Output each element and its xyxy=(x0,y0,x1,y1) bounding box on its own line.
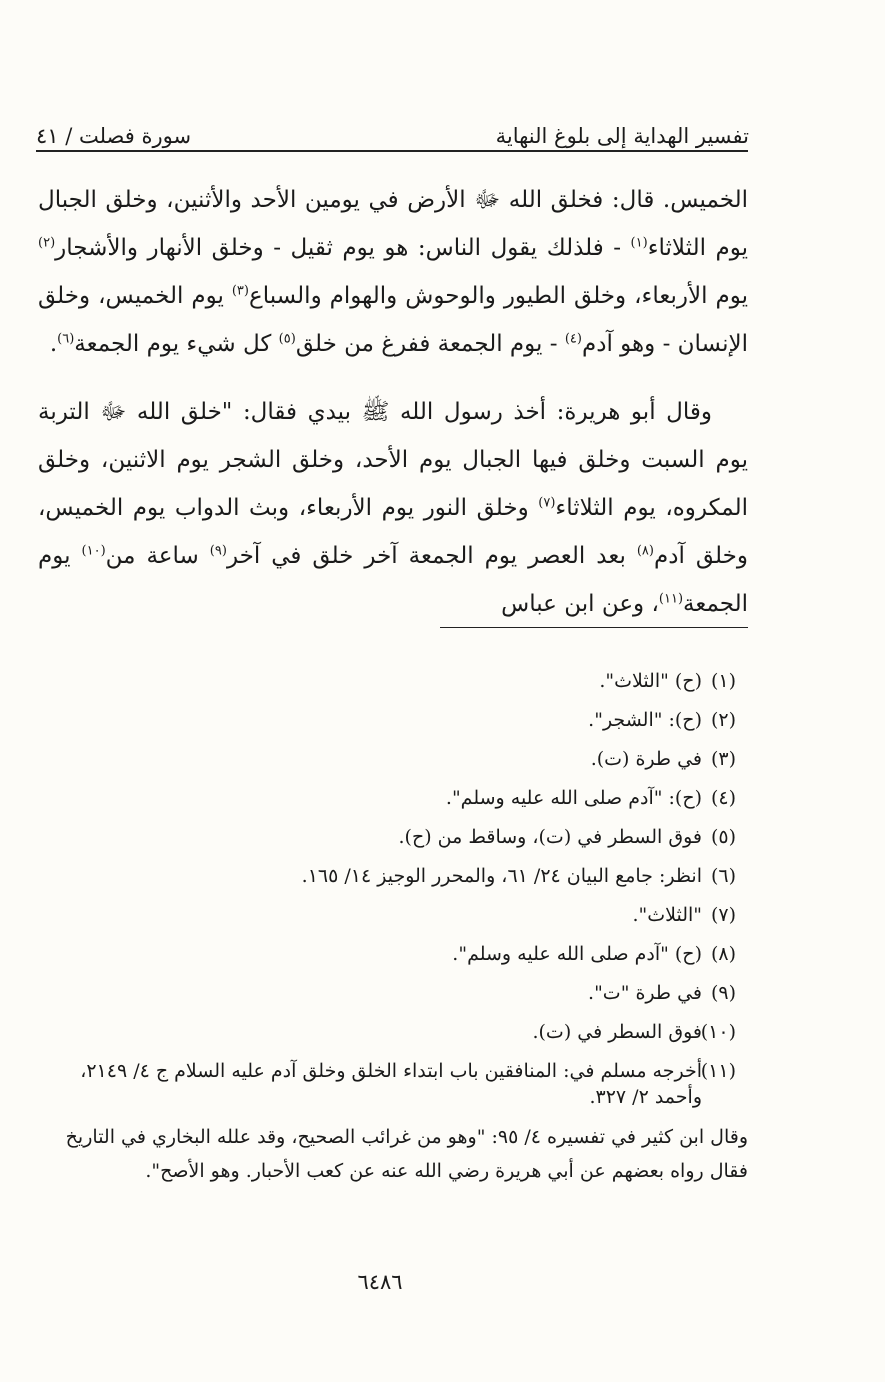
main-text xyxy=(38,176,748,628)
footnote-number: (٦) xyxy=(710,865,736,887)
text-run: ، وعن ابن عباس xyxy=(501,591,659,617)
running-header xyxy=(36,112,749,148)
text-run: وخلق النور يوم الأربعاء، وبث الدواب يوم الخميس، وخلق آدم xyxy=(38,495,748,569)
footnote-text: (ح): "آدم صلى الله عليه وسلم". xyxy=(445,787,702,809)
paragraph-2 xyxy=(38,388,748,628)
footnote-item xyxy=(36,863,748,889)
footnote-number: (١) xyxy=(710,670,736,692)
text-run: وقال أبو هريرة: أخذ رسول الله ﷺ بيدي فقال: "خلق الله ﷻ التربة يوم السبت وخلق فيها الجبال يوم الأحد، وخلق الشجر يوم الاثنين، وخلق المكروه، يوم الثلاثاء xyxy=(38,399,748,521)
footnote-item xyxy=(36,746,748,772)
footnote-marker: (١٠) xyxy=(81,543,106,559)
footnote-marker: (٨) xyxy=(636,543,654,559)
footnote-text: (ح) "آدم صلى الله عليه وسلم". xyxy=(452,943,702,965)
footnote-text: "الثلاث". xyxy=(632,904,702,926)
footnote-item xyxy=(36,824,748,850)
footnote-marker: (٣) xyxy=(231,283,249,299)
footnote-item xyxy=(36,1019,748,1045)
footnote-number: (٨) xyxy=(710,943,736,965)
footnote-item xyxy=(36,941,748,967)
footnote-number: (٧) xyxy=(710,904,736,926)
footnote-marker: (١١) xyxy=(658,591,684,607)
footnote-marker: (٦) xyxy=(57,331,75,347)
footnote-number: (١١) xyxy=(700,1060,736,1082)
surah-label: سورة فصلت / ٤١ xyxy=(36,124,192,148)
footnote-text: (ح): "الشجر". xyxy=(588,709,702,731)
text-run: يوم الخميس، وخلق الإنسان - وهو آدم xyxy=(38,283,748,357)
header-rule xyxy=(36,150,748,152)
text-run: - فلذلك يقول الناس: هو يوم ثقيل - وخلق الأنهار والأشجار xyxy=(55,235,631,261)
footnote-marker: (٩) xyxy=(209,543,227,559)
footnote-item xyxy=(36,785,748,811)
footnote-text: أخرجه مسلم في: المنافقين باب ابتداء الخلق وخلق آدم عليه السلام ج ٤/ ٢١٤٩، وأحمد ٢/ ٣٢٧. xyxy=(80,1060,702,1108)
footnote-item xyxy=(36,980,748,1006)
footnote-continuation-line: فقال رواه بعضهم عن أبي هريرة رضي الله عنه عن كعب الأحبار. وهو الأصح". xyxy=(145,1160,748,1182)
footnote-item xyxy=(36,707,748,733)
text-run: كل شيء يوم الجمعة xyxy=(74,331,279,357)
footnote-text: في طرة "ت". xyxy=(588,982,702,1004)
footnote-number: (٤) xyxy=(710,787,736,809)
footnote-item xyxy=(36,1058,748,1110)
footnote-marker: (١) xyxy=(630,235,648,251)
footnote-number: (٢) xyxy=(710,709,736,731)
text-run: . xyxy=(49,331,58,357)
paragraph-1 xyxy=(38,176,748,368)
footnote-item xyxy=(36,668,748,694)
book-title: تفسير الهداية إلى بلوغ النهاية xyxy=(495,124,749,148)
footnote-text: انظر: جامع البيان ٢٤/ ٦١، والمحرر الوجيز ١٤/ ١٦٥. xyxy=(301,865,702,887)
footnote-marker: (٢) xyxy=(38,235,56,251)
text-run: يوم الأربعاء، وخلق الطيور والوحوش والهوام والسباع xyxy=(248,283,748,309)
footnote-list xyxy=(36,668,748,1110)
footnote-number: (٣) xyxy=(710,748,736,770)
footnote-item xyxy=(36,902,748,928)
footnote-number: (٥) xyxy=(710,826,736,848)
footnote-text: في طرة (ت). xyxy=(590,748,702,770)
footnote-marker: (٤) xyxy=(564,331,582,347)
footnote-text: فوق السطر في (ت)، وساقط من (ح). xyxy=(398,826,702,848)
footnote-text: (ح) "الثلاث". xyxy=(599,670,702,692)
page-number: ٦٤٨٦ xyxy=(357,1270,403,1294)
footnote-text: فوق السطر في (ت). xyxy=(532,1021,702,1043)
text-run: بعد العصر يوم الجمعة آخر خلق في آخر xyxy=(226,543,637,569)
text-run: يوم الجمعة xyxy=(38,543,748,617)
footnote-number: (١٠) xyxy=(700,1021,736,1043)
footnote-marker: (٧) xyxy=(538,495,556,511)
footnote-number: (٩) xyxy=(710,982,736,1004)
text-run: ساعة من xyxy=(105,543,210,569)
footnote-continuation-line: وقال ابن كثير في تفسيره ٤/ ٩٥: "وهو من غرائب الصحيح، وقد علله البخاري في التاريخ xyxy=(65,1126,748,1148)
footnotes xyxy=(36,668,748,1192)
text-run: - يوم الجمعة ففرغ من خلق xyxy=(295,331,565,357)
footnote-marker: (٥) xyxy=(278,331,296,347)
text-run: الخميس. قال: فخلق الله ﷻ الأرض في يومين الأحد والأثنين، وخلق الجبال يوم الثلاثاء xyxy=(38,187,748,261)
footnote-separator xyxy=(440,627,748,628)
footnote-continuation xyxy=(36,1124,748,1184)
